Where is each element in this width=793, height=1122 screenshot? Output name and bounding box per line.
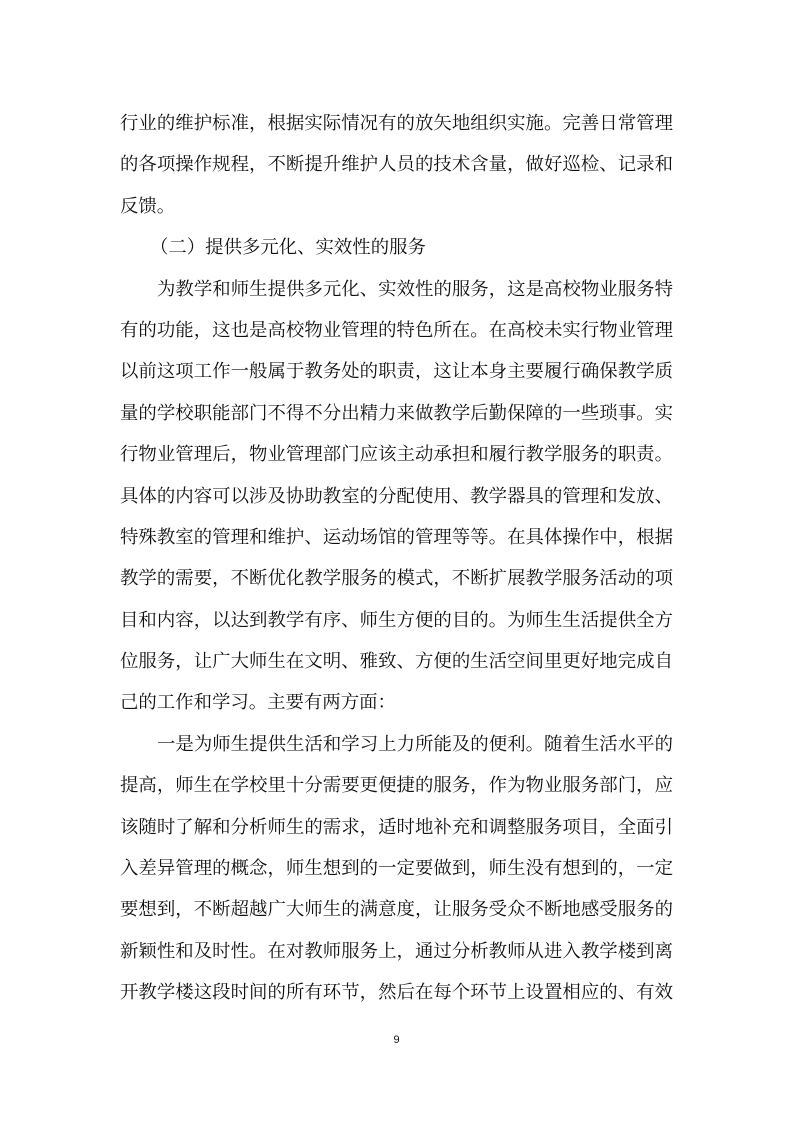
text-line: 开教学楼这段时间的所有环节，然后在每个环节上设置相应的、有效 bbox=[120, 982, 673, 1004]
text-line: 有的功能，这也是高校物业管理的特色所在。在高校未实行物业管理 bbox=[120, 319, 673, 341]
text-line: 位服务，让广大师生在文明、雅致、方便的生活空间里更好地完成自 bbox=[120, 651, 673, 673]
text-line: 具体的内容可以涉及协助教室的分配使用、教学器具的管理和发放、 bbox=[120, 485, 673, 507]
text-line: 一是为师生提供生活和学习上力所能及的便利。随着生活水平的 bbox=[157, 733, 673, 755]
text-line: 己的工作和学习。主要有两方面： bbox=[120, 692, 396, 714]
text-line: 特殊教室的管理和维护、运动场馆的管理等等。在具体操作中，根据 bbox=[120, 526, 673, 548]
text-line: 入差异管理的概念，师生想到的一定要做到，师生没有想到的，一定 bbox=[120, 858, 673, 880]
document-body bbox=[120, 103, 673, 1014]
text-line: 该随时了解和分析师生的需求，适时地补充和调整服务项目，全面引 bbox=[120, 816, 673, 838]
text-line: 量的学校职能部门不得不分出精力来做教学后勤保障的一些琐事。实 bbox=[120, 402, 673, 424]
page-number: 9 bbox=[393, 1034, 400, 1046]
section-heading: （二）提供多元化、实效性的服务 bbox=[150, 237, 426, 259]
text-line: 的各项操作规程，不断提升维护人员的技术含量，做好巡检、记录和 bbox=[120, 154, 673, 176]
text-line: 要想到，不断超越广大师生的满意度，让服务受众不断地感受服务的 bbox=[120, 899, 673, 921]
text-line: 反馈。 bbox=[120, 195, 176, 217]
text-line: 行物业管理后，物业管理部门应该主动承担和履行教学服务的职责。 bbox=[120, 444, 673, 466]
text-line: 提高，师生在学校里十分需要更便捷的服务，作为物业服务部门，应 bbox=[120, 775, 673, 797]
text-line: 目和内容，以达到教学有序、师生方便的目的。为师生生活提供全方 bbox=[120, 609, 673, 631]
text-line: 教学的需要，不断优化教学服务的模式，不断扩展教学服务活动的项 bbox=[120, 568, 673, 590]
text-line: 行业的维护标准，根据实际情况有的放矢地组织实施。完善日常管理 bbox=[120, 113, 673, 134]
text-line: 新颖性和及时性。在对教师服务上，通过分析教师从进入教学楼到离 bbox=[120, 940, 673, 962]
text-line: 以前这项工作一般属于教务处的职责，这让本身主要履行确保教学质 bbox=[120, 361, 673, 383]
text-line: 为教学和师生提供多元化、实效性的服务，这是高校物业服务特 bbox=[157, 278, 673, 300]
